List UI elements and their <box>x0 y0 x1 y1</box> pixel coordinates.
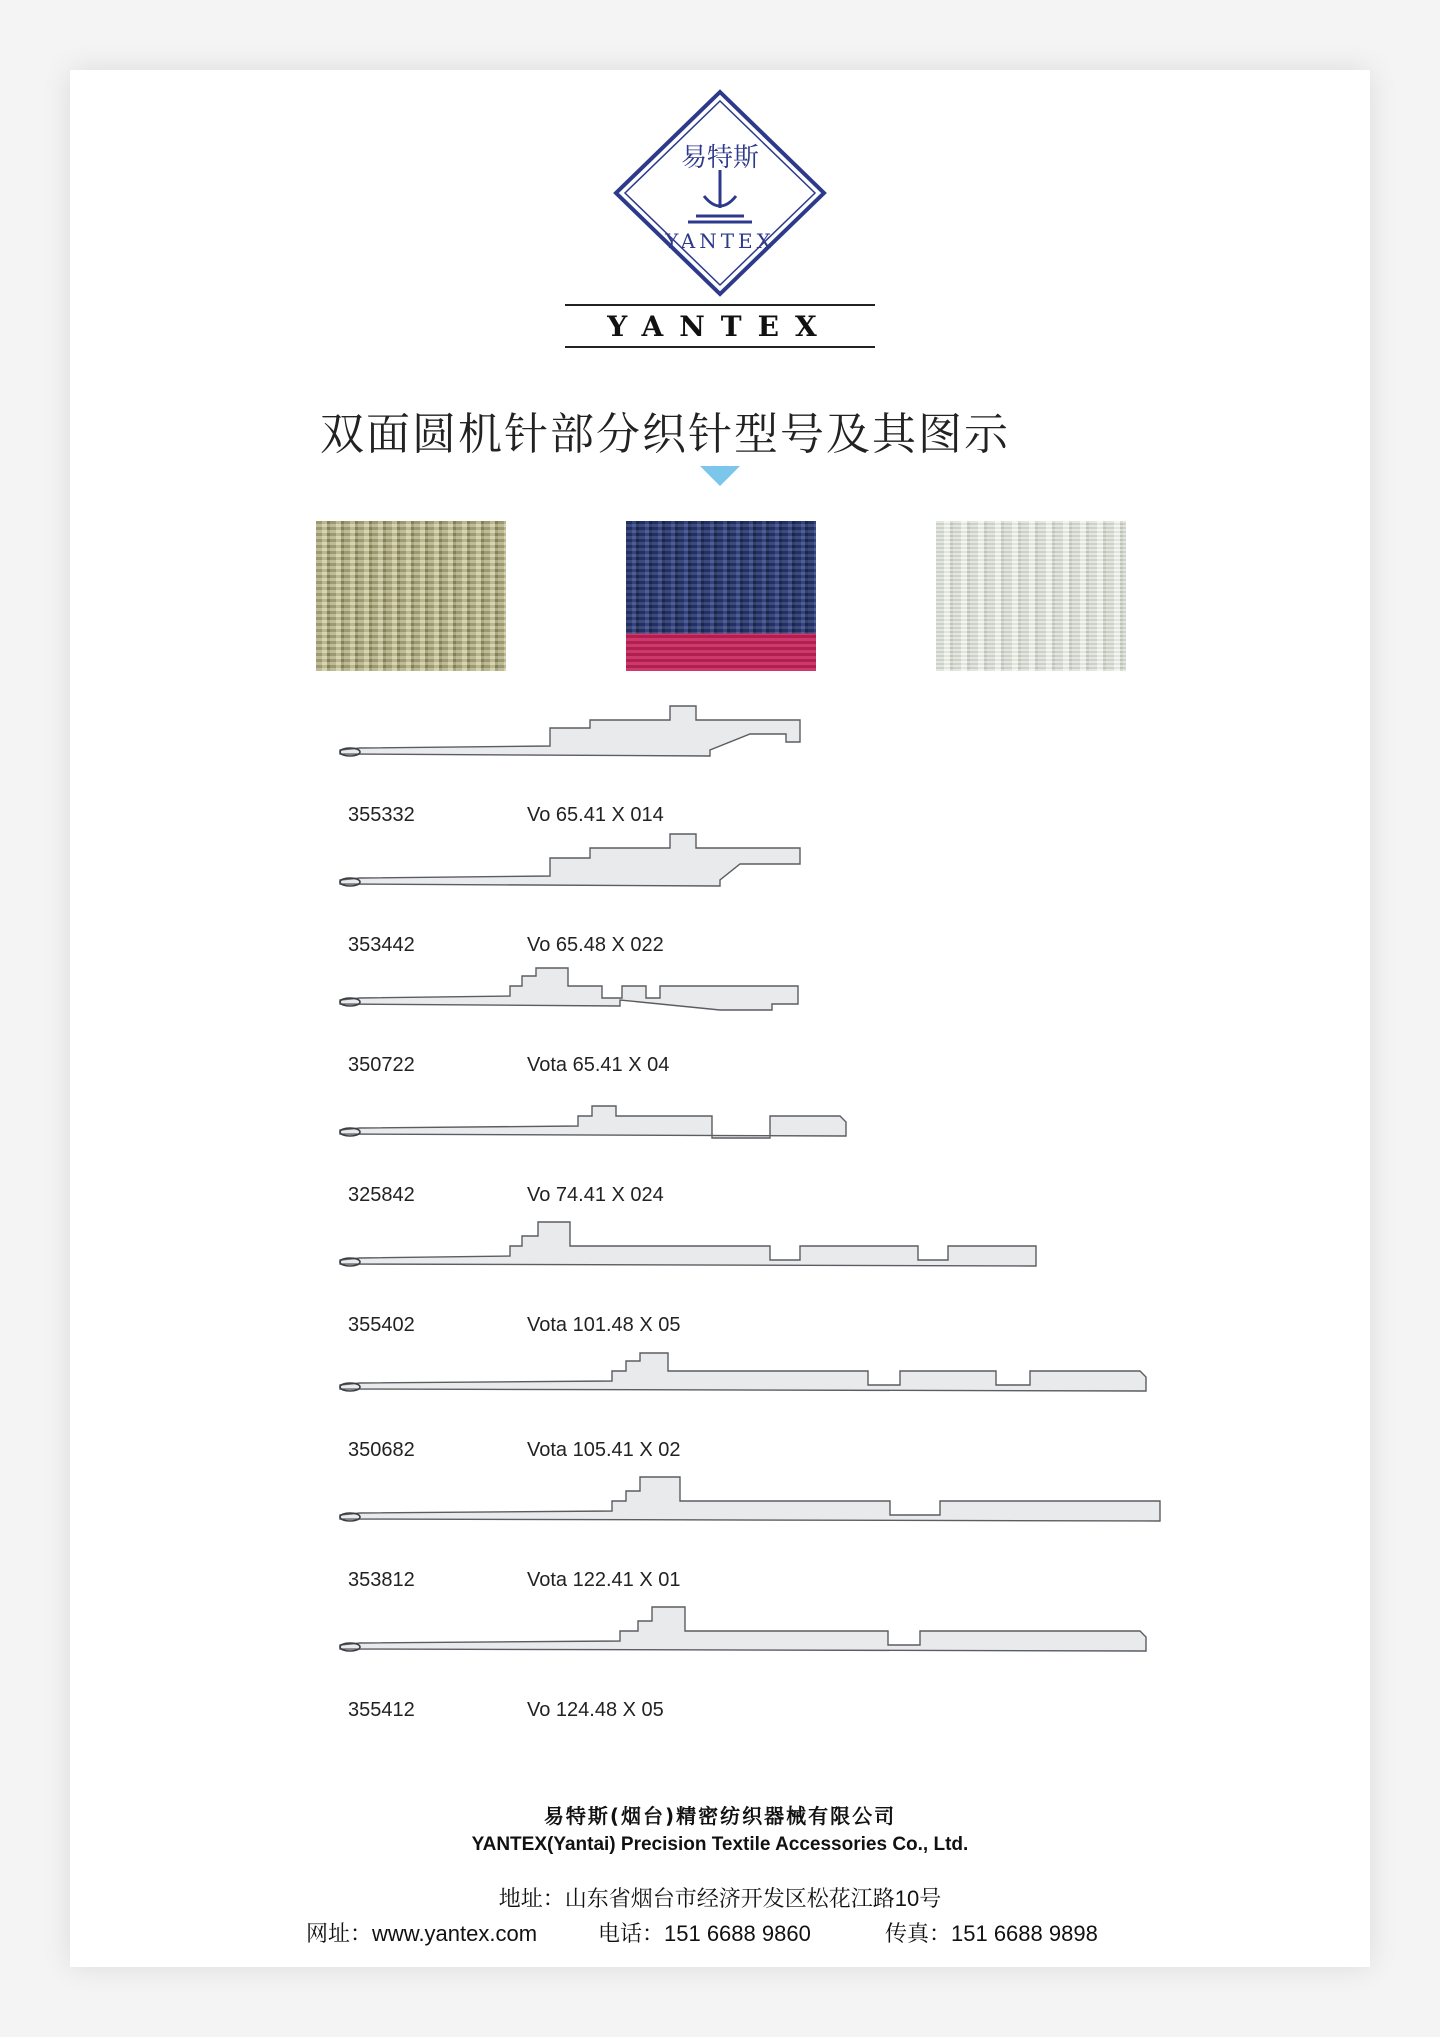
needle-model: Vo 74.41 X 024 <box>527 1184 664 1206</box>
needle-row <box>330 700 1230 790</box>
needle-shape <box>340 968 798 1010</box>
needle-shape <box>340 1106 846 1138</box>
chevron-down-icon <box>700 466 740 486</box>
needle-shape <box>340 1477 1160 1521</box>
needle-drawing <box>330 1465 1230 1535</box>
needle-model: Vota 65.41 X 04 <box>527 1054 670 1076</box>
needle-row <box>330 950 1230 1040</box>
needle-code: 353812 <box>348 1569 415 1591</box>
needle-code: 350682 <box>348 1439 415 1461</box>
fabric-swatch-khaki <box>316 521 506 671</box>
needle-shape <box>340 1607 1146 1651</box>
needle-drawing <box>330 1335 1230 1405</box>
needle-code: 325842 <box>348 1184 415 1206</box>
company-name-en: YANTEX(Yantai) Precision Textile Accessories Co., Ltd. <box>471 1834 969 1855</box>
needle-row <box>330 1210 1230 1300</box>
yantex-logo <box>610 88 830 298</box>
company-phone: 电话：151 6688 9860 <box>598 1921 811 1946</box>
needle-model: Vo 65.41 X 014 <box>527 804 664 826</box>
needle-code: 355332 <box>348 804 415 826</box>
needle-shape <box>340 1222 1036 1266</box>
page-title: 双面圆机针部分织针型号及其图示 <box>320 409 1010 460</box>
logo-chinese-text: 易特斯 <box>680 143 760 173</box>
needle-model: Vota 101.48 X 05 <box>527 1314 681 1336</box>
needle-row <box>330 1465 1230 1555</box>
needle-code: 353442 <box>348 934 415 956</box>
needle-drawing <box>330 700 1230 770</box>
needle-model: Vota 105.41 X 02 <box>527 1439 681 1461</box>
needle-row <box>330 1335 1230 1425</box>
company-address: 地址：山东省烟台市经济开发区松花江路10号 <box>498 1886 942 1911</box>
brand-wordmark <box>565 304 875 348</box>
needle-drawing <box>330 1595 1230 1665</box>
company-fax: 传真：151 6688 9898 <box>885 1921 1098 1946</box>
needle-row <box>330 1080 1230 1170</box>
company-name-cn: 易特斯(烟台)精密纺织器械有限公司 <box>543 1804 897 1828</box>
needle-drawing <box>330 1210 1230 1280</box>
logo-latin-text: YANTEX <box>665 229 775 253</box>
brand-wordmark-text: YANTEX <box>607 310 833 343</box>
needle-row <box>330 1595 1230 1685</box>
needle-model: Vo 65.48 X 022 <box>527 934 664 956</box>
needle-shape <box>340 834 800 886</box>
needle-model: Vo 124.48 X 05 <box>527 1699 664 1721</box>
needle-shape <box>340 706 800 756</box>
needle-row <box>330 830 1230 920</box>
fabric-swatch-navy-red <box>626 521 816 671</box>
needle-code: 350722 <box>348 1054 415 1076</box>
fabric-swatch-light-grey <box>936 521 1126 671</box>
needle-code: 355402 <box>348 1314 415 1336</box>
needle-shape <box>340 1353 1146 1391</box>
needle-code: 355412 <box>348 1699 415 1721</box>
needle-drawing <box>330 830 1230 900</box>
needle-drawing <box>330 950 1230 1020</box>
needle-drawing <box>330 1080 1230 1150</box>
needle-model: Vota 122.41 X 01 <box>527 1569 681 1591</box>
company-website: 网址：www.yantex.com <box>306 1921 538 1946</box>
